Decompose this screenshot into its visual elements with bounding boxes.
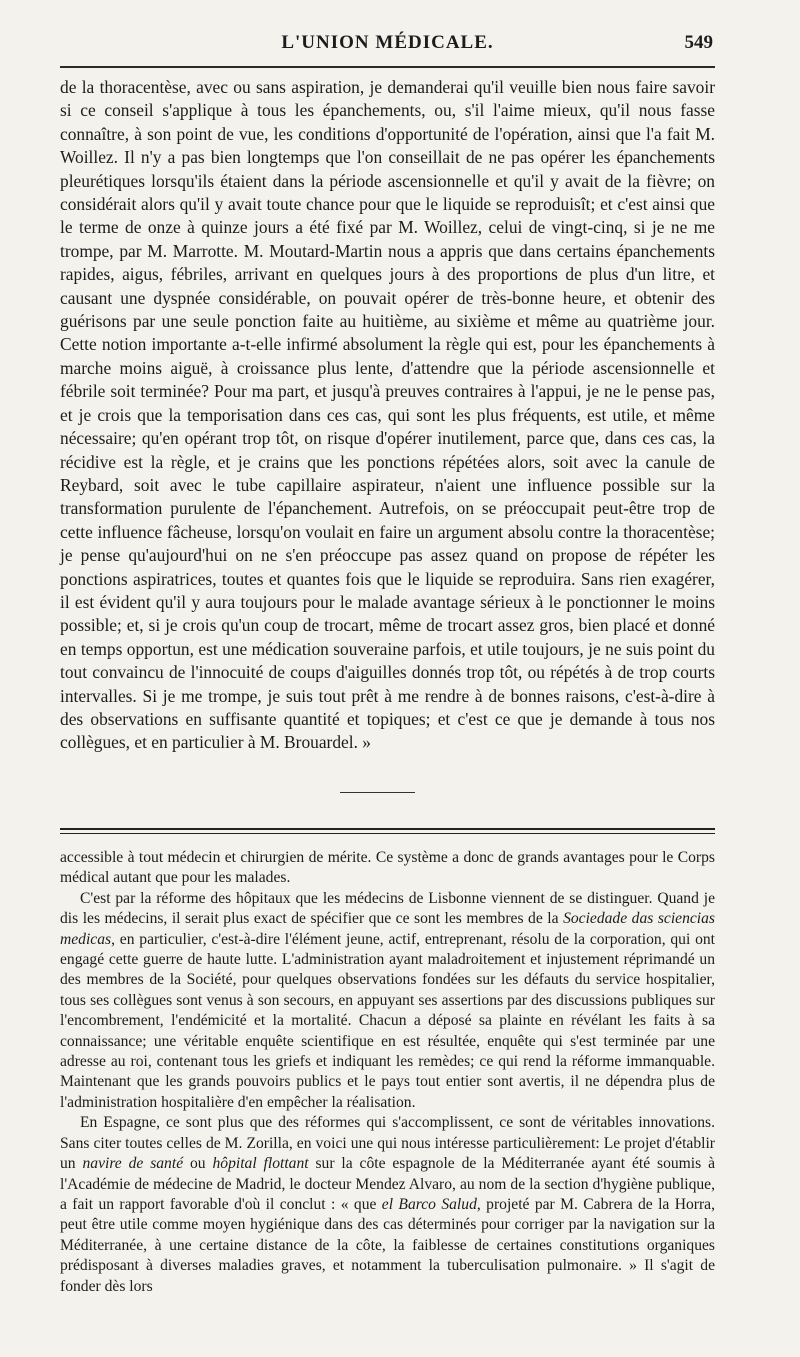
italic-term: navire de santé bbox=[82, 1155, 184, 1173]
text-run: sur la côte espagnole de la Méditerranée ayant été soumis à l'Académie de médecine de Madrid, le docteur Mendez Alvaro, au nom de la section d'hygiène publique, a fait un rapport favorable d'où il conclut : « que bbox=[60, 1155, 715, 1213]
italic-term: hôpital flottant bbox=[212, 1155, 309, 1173]
feuilleton-paragraph bbox=[60, 889, 715, 1113]
italic-term: el Barco Salud bbox=[381, 1195, 477, 1213]
text-run: , en particulier, c'est-à-dire l'élément jeune, actif, entreprenant, résolu de la corporation, qui ont engagé cette guerre de haute lutte. L'administration ayant maladroitement et injustement réprimandé un des membres de la Société, pour quelques observations fondées sur les défauts du service hospitalier, tous ses collègues sont venus à son secours, en appuyant ses assertions par des discussions publiques sur l'encombrement, l'endémicité et la mortalité. Chacun a déposé sa plainte en révélant les faits à sa connaissance; une véritable enquête scientifique en est résultée, enquête qui s'est terminée par une adresse au roi, contenant tous les griefs et indiquant les remèdes; ce qui rend la réforme immanquable. Maintenant que les grands pouvoirs publics et le pays tout entier sont avertis, il ne dépendra plus de l'administration hospitalière d'en empêcher la réalisation. bbox=[60, 930, 715, 1111]
running-head: L'UNION MÉDICALE. bbox=[281, 32, 494, 53]
text-run: C'est par la réforme des hôpitaux que les médecins de Lisbonne viennent de se distinguer. Quand je dis les médecins, il serait plus exact de spécifier que ce sont les membres de la bbox=[60, 889, 715, 928]
article-paragraph: de la thoracentèse, avec ou sans aspiration, je demanderai qu'il veuille bien nous faire savoir si ce conseil s'applique à tous les épanchements, ou, s'il l'aime mieux, qu'il nous fasse connaître, à son point de vue, les conditions d'opportunité de l'opération, ainsi que l'a fait M. Woillez. Il n'y a pas bien longtemps que l'on conseillait de ne pas opérer les épanchements pleurétiques lorsqu'ils étaient dans la période ascensionnelle et qu'il y avait de la fièvre; on considérait alors qu'il y avait toute chance pour que le liquide se reproduisît; et c'est ainsi que le terme de onze à quinze jours a été fixé par M. Woillez, celui de vingt-cinq, si je ne me trompe, par M. Marrotte. M. Moutard-Martin nous a appris que dans certains épanchements rapides, aigus, fébriles, arrivant en quelques jours à des proportions de plus d'un litre, et causant une dyspnée considérable, on pouvait opérer de très-bonne heure, et obtenir des guérisons par une seule ponction faite au huitième, au sixième et même au quatrième jour. Cette notion importante a-t-elle infirmé absolument la règle qui est, pour les épanchements à marche moins aiguë, à croissance plus lente, d'attendre que la période ascensionnelle et fébrile soit terminée? Pour ma part, et jusqu'à preuves contraires à l'appui, je ne le pense pas, et je crois que la temporisation dans ces cas, qui sont les plus fréquents, est utile, et même nécessaire; qu'en opérant trop tôt, on risque d'opérer inutilement, parce que, dans ces cas, la récidive est la règle, et je crains que les ponctions répétées alors, soit avec la canule de Reybard, soit avec le tube capillaire aspirateur, n'aient une influence possible sur la transformation purulente de l'épanchement. Autrefois, on se préoccupait peut-être trop de cette influence fâcheuse, lorsqu'on voulait en faire un argument absolu contre la thoracentèse; je pense qu'aujourd'hui on ne s'en préoccupe pas assez quand on propose de répéter les ponctions aspiratrices, toutes et quantes fois que le liquide se reproduira. Sans rien exagérer, il est évident qu'il y aura toujours pour le malade avantage sérieux à le ponctionner le moins possible; et, si je crois qu'un coup de trocart, même de trocart assez gros, bien placé et donné en temps opportun, est une médication souveraine parfois, et utile toujours, je ne suis point du tout convaincu de l'innocuité de coups d'aiguilles donnés trop tôt, ou répétés à de trop courts intervalles. Si je me trompe, je suis tout prêt à me rendre à de bonnes raisons, c'est-à-dire à des observations en suffisante quantité et topiques; et c'est ce que je demande à tous nos collègues, et en particulier à M. Brouardel. » bbox=[60, 77, 715, 753]
page-header bbox=[60, 28, 715, 62]
feuilleton-divider-thin bbox=[60, 833, 715, 834]
feuilleton-paragraph bbox=[60, 1113, 715, 1297]
text-run: En Espagne, ce sont plus que des réformes qui s'accomplissent, ce sont de véritables innovations. Sans citer toutes celles de M. Zorilla, en voici une qui nous intéresse particulièrement: Le projet d'établir un bbox=[60, 1114, 715, 1173]
text-run: ou bbox=[183, 1155, 213, 1173]
feuilleton-text bbox=[60, 848, 715, 1297]
end-of-article-rule bbox=[340, 792, 415, 793]
feuilleton-paragraph: accessible à tout médecin et chirurgien de mérite. Ce système a donc de grands avantages pour le Corps médical autant que pour les malades. bbox=[60, 849, 715, 887]
header-rule bbox=[60, 66, 715, 68]
page-number: 549 bbox=[684, 32, 713, 53]
main-article-text bbox=[60, 76, 715, 755]
feuilleton-divider-thick bbox=[60, 828, 715, 830]
society-name: Sociedade das sciencias medicas bbox=[60, 910, 715, 948]
text-run: , projeté par M. Cabrera de la Horra, peut être utile comme moyen hygiénique dans des cas déterminés pour corriger par la navigation sur la Méditerranée, à une certaine distance de la côte, la faiblesse de certaines constitutions organiques prédisposant à diverses maladies graves, et notamment la tuberculisation pulmonaire. » Il s'agit de fonder dès lors bbox=[60, 1195, 715, 1295]
